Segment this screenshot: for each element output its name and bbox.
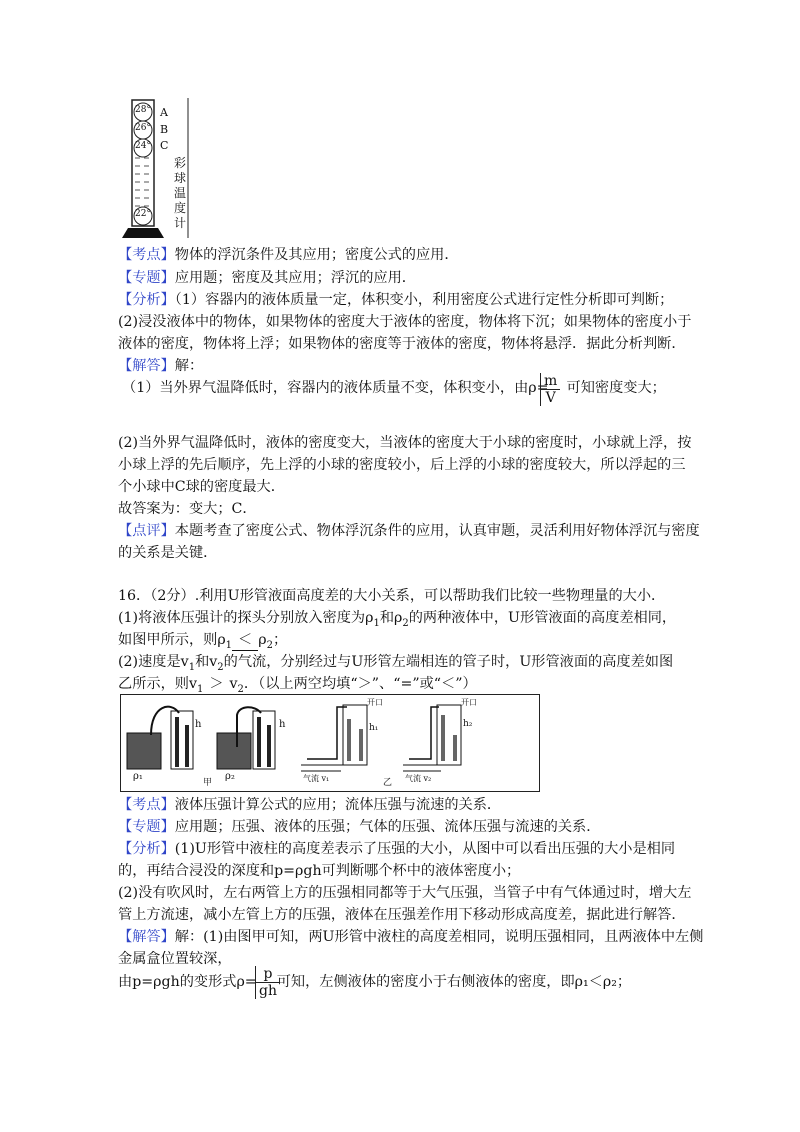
label-h-left: h: [195, 719, 202, 730]
u-tube-figure: [120, 694, 540, 792]
q16-jieda-line2: 金属盒位置较深，: [118, 951, 232, 967]
q16-density-fraction: $\frac{p}{gh}$: [256, 966, 280, 999]
q15-zhuanti: 【专题】应用题；密度及其应用；浮沉的应用．: [118, 270, 416, 286]
q15-answer-2-line3: 个小球中C球的密度最大．: [118, 479, 285, 495]
label-yi: 乙: [383, 778, 393, 788]
label-h1: h₁: [369, 723, 379, 733]
q16-stem: 16．（2分）.利用U形管液面高度差的大小关系，可以帮助我们比较一些物理量的大小．: [118, 588, 666, 604]
q15-density-fraction: $\frac{m}{V}$: [541, 373, 560, 406]
ball-label-24: 24°: [135, 141, 151, 151]
ball-label-28: 28°: [135, 105, 151, 115]
q15-fenxi-line2: (2)浸没液体中的物体，如果物体的密度大于液体的密度，物体将下沉；如果物体的密度小于: [118, 314, 692, 330]
q16-part2: (2)速度是$v_1$和$v_2$的气流，分别经过与U形管左端相连的管子时，U形管液面的高度差如图: [118, 654, 674, 673]
q16-blank-1: ＜: [232, 630, 258, 651]
q15-answer-1: （1）当外界气温降低时，容器内的液体质量不变，体积变小，由ρ= 可知密度变大；: [122, 380, 666, 396]
ball-label-22: 22°: [135, 209, 151, 219]
q16-part1: (1)将液体压强计的探头分别放入密度为$\rho_1$和$\rho_2$的两种液体中，U形管液面的高度差相同，: [118, 610, 677, 629]
label-kaikou-2: 开口: [461, 698, 477, 707]
label-airflow-v1: 气流 v₁: [303, 774, 330, 783]
q16-jieda: 【解答】解：(1)由图甲可知，两U形管中液柱的高度差相同，说明压强相同，且两液体中左侧: [118, 929, 704, 945]
q15-answer-2-line2: 小球上浮的先后顺序，先上浮的小球的密度较小，后上浮的小球的密度较大，所以浮起的三: [118, 457, 686, 473]
label-h2: h₂: [463, 719, 473, 729]
q15-jieda: 【解答】解：: [118, 358, 204, 374]
q16-part2-line2: 乙所示，则$v_1 > v_2$．（以上两空均填“＞”、“=”或“＜”）: [118, 676, 477, 695]
q16-fenxi-line4: 管上方流速，减小左管上方的压强，液体在压强差作用下移动形成高度差，据此进行解答．: [118, 907, 686, 923]
label-kaikou-1: 开口: [367, 698, 383, 707]
q16-answer-formula: 由p=ρgh的变形式ρ= 可知，左侧液体的密度小于右侧液体的密度，即ρ₁＜ρ₂；: [118, 974, 632, 990]
q16-fenxi-line2: 的，再结合浸没的深度和p=ρgh可判断哪个杯中的液体密度小；: [118, 863, 521, 879]
q16-zhuanti: 【专题】应用题；压强、液体的压强；气体的压强、流体压强与流速的关系．: [118, 819, 601, 835]
q15-fenxi-line3: 液体的密度，物体将上浮；如果物体的密度等于液体的密度，物体将悬浮．据此分析判断．: [118, 336, 686, 352]
q16-kaodian: 【考点】液体压强计算公式的应用；流体压强与流速的关系．: [118, 797, 502, 813]
q15-answer-2-line1: (2)当外界气温降低时，液体的密度变大，当液体的密度大于小球的密度时，小球就上浮，按: [118, 435, 692, 451]
thermometer-caption: 彩 球 温 度 计: [174, 156, 187, 230]
letter-b: B: [160, 123, 169, 136]
q15-fenxi: 【分析】（1）容器内的液体质量一定，体积变小，利用密度公式进行定性分析即可判断；: [118, 292, 674, 308]
label-jia: 甲: [203, 778, 213, 788]
letter-a: A: [160, 106, 168, 119]
q15-kaodian: 【考点】物体的浮沉条件及其应用；密度公式的应用．: [118, 247, 459, 263]
letter-c: C: [160, 139, 169, 152]
q15-dianping-line2: 的关系是关键．: [118, 545, 218, 561]
q15-dianping: 【点评】本题考查了密度公式、物体浮沉条件的应用，认真审题，灵活利用好物体浮沉与密度: [118, 523, 700, 539]
label-airflow-v2: 气流 v₂: [405, 774, 432, 783]
ball-label-26: 26°: [135, 123, 151, 133]
label-h-right: h: [279, 719, 286, 730]
q16-blank-2: ＞: [203, 674, 229, 695]
q16-part1-line2: 如图甲所示，则$\rho_1 < \rho_2$；: [118, 632, 288, 651]
q16-fenxi: 【分析】(1)U形管中液柱的高度差表示了压强的大小，从图中可以看出压强的大小是相同: [118, 841, 676, 857]
q15-final-answer: 故答案为：变大；C．: [118, 501, 257, 517]
q16-fenxi-line3: (2)没有吹风时，左右两管上方的压强相同都等于大气压强，当管子中有气体通过时，增大左: [118, 885, 692, 901]
label-rho1: ρ₁: [133, 771, 143, 782]
label-rho2: ρ₂: [225, 771, 235, 782]
thermometer-figure: [118, 98, 198, 240]
